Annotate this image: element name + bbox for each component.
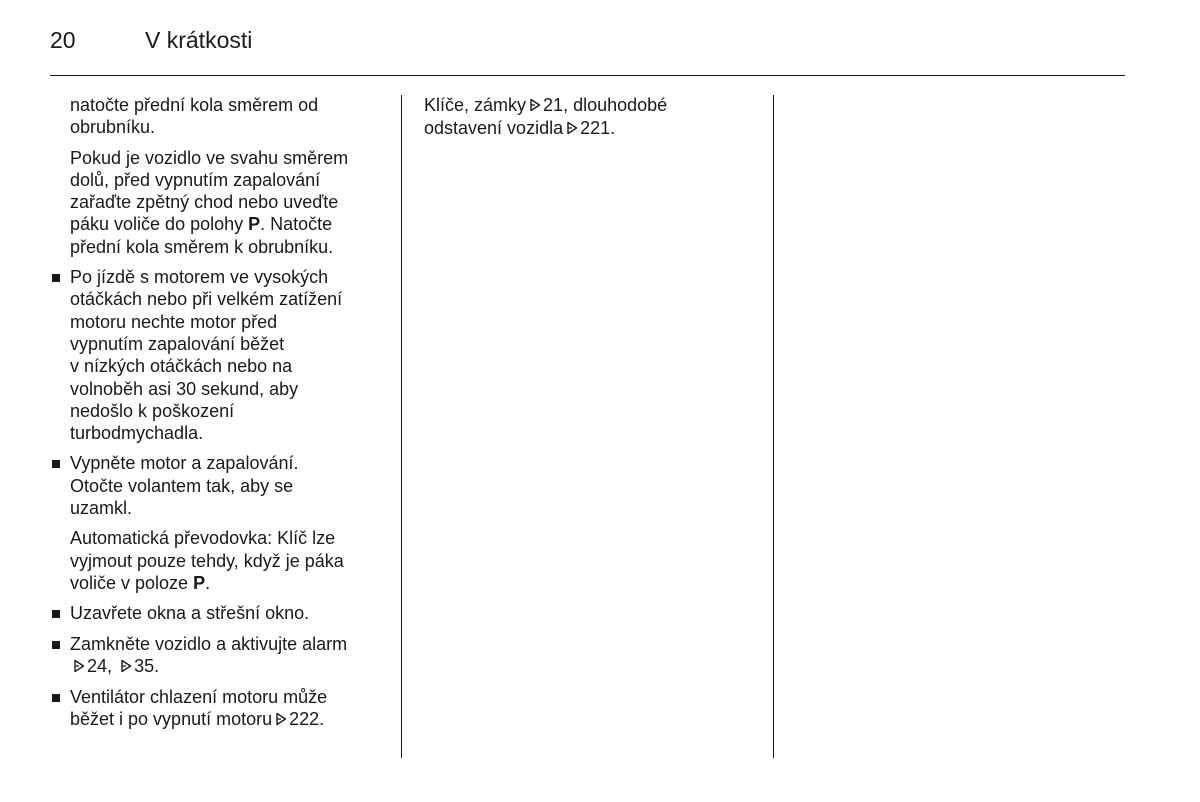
text-line: nedošlo k poškození xyxy=(70,400,235,421)
text-fragment: . xyxy=(205,572,211,593)
bullet-item-windows xyxy=(51,602,391,624)
text-line: motoru nechte motor před xyxy=(70,311,278,332)
text-line: Automatická převodovka: Klíč lze xyxy=(70,528,336,549)
text-line: volnoběh asi 30 sekund, aby xyxy=(70,378,299,399)
text-line: Po jízdě s motorem ve vysokých xyxy=(70,267,329,288)
text-fragment: , dlouhodobé xyxy=(563,95,668,115)
text-fragment: . Natočte xyxy=(260,214,333,235)
text-fragment: odstavení vozidla xyxy=(424,118,564,139)
text-fragment: Klíče, zámky xyxy=(424,95,527,115)
automatic-transmission-paragraph xyxy=(51,527,391,594)
page-reference-link[interactable]: 21 xyxy=(543,95,564,115)
bullet-square-icon xyxy=(52,460,60,468)
text-fragment: . xyxy=(319,709,325,730)
text-line xyxy=(70,572,391,594)
gear-position-p: P xyxy=(248,214,261,235)
page-reference-link[interactable]: 221 xyxy=(580,118,611,139)
page-number: 20 xyxy=(50,27,76,53)
text-line: vyjmout pouze tehdy, když je páka xyxy=(70,550,344,571)
bullet-square-icon xyxy=(52,641,60,649)
text-line: zařaďte zpětný chod nebo uveďte xyxy=(70,192,339,213)
text-line xyxy=(70,655,391,678)
bullet-item-engine-off xyxy=(51,452,391,519)
text-line: Zamkněte vozidlo a aktivujte alarm xyxy=(70,633,348,654)
text-line: obrubníku. xyxy=(70,117,156,138)
text-column-2 xyxy=(424,94,764,149)
text-line: vypnutím zapalování běžet xyxy=(70,333,285,354)
header-rule xyxy=(50,75,1125,76)
bullet-square-icon xyxy=(52,610,60,618)
column-divider-2 xyxy=(773,95,774,758)
page-reference-arrow-icon xyxy=(275,709,287,731)
text-line: Ventilátor chlazení motoru může xyxy=(70,687,328,708)
text-line: přední kola směrem k obrubníku. xyxy=(70,236,334,257)
text-line: turbodmychadla. xyxy=(70,423,204,444)
text-line: Otočte volantem tak, aby se xyxy=(70,475,294,496)
bullet-square-icon xyxy=(52,694,60,702)
text-line: Pokud je vozidlo ve svahu směrem xyxy=(70,147,349,168)
text-fragment: , xyxy=(107,655,113,676)
page-header xyxy=(50,24,252,56)
page-reference-arrow-icon xyxy=(529,95,541,117)
text-fragment: . xyxy=(154,655,160,676)
bullet-item-fan xyxy=(51,686,391,732)
text-line xyxy=(424,94,764,117)
text-line: dolů, před vypnutím zapalování xyxy=(70,169,321,190)
text-fragment: běžet i po vypnutí motoru xyxy=(70,709,273,730)
text-line: Vypněte motor a zapalování. xyxy=(70,453,299,474)
page-reference-arrow-icon xyxy=(566,118,578,140)
intro-paragraph xyxy=(51,94,391,139)
bullet-item-lock xyxy=(51,633,391,679)
bullet-square-icon xyxy=(52,274,60,282)
text-line xyxy=(70,708,391,731)
text-fragment: . xyxy=(610,118,616,139)
bullet-item-turbo xyxy=(51,266,391,444)
text-fragment: páku voliče do polohy xyxy=(70,214,249,235)
page-reference-arrow-icon xyxy=(120,656,132,678)
text-fragment: voliče v poloze xyxy=(70,572,194,593)
text-line xyxy=(424,117,764,140)
slope-paragraph xyxy=(51,147,391,258)
see-also-paragraph xyxy=(424,94,764,141)
page-reference-link[interactable]: 222 xyxy=(289,709,320,730)
text-line: Uzavřete okna a střešní okno. xyxy=(70,603,310,624)
page-reference-link[interactable]: 35 xyxy=(134,655,155,676)
page-reference-link[interactable]: 24 xyxy=(87,655,108,676)
text-line: natočte přední kola směrem od xyxy=(70,95,319,115)
text-line: v nízkých otáčkách nebo na xyxy=(70,356,293,377)
section-title: V krátkosti xyxy=(145,27,253,53)
text-line: otáčkách nebo při velkém zatížení xyxy=(70,289,343,310)
column-divider-1 xyxy=(401,95,402,758)
text-line: uzamkl. xyxy=(70,498,133,519)
gear-position-p: P xyxy=(193,572,206,593)
text-line xyxy=(70,213,391,235)
page-reference-arrow-icon xyxy=(73,656,85,678)
text-column-1 xyxy=(51,94,391,740)
